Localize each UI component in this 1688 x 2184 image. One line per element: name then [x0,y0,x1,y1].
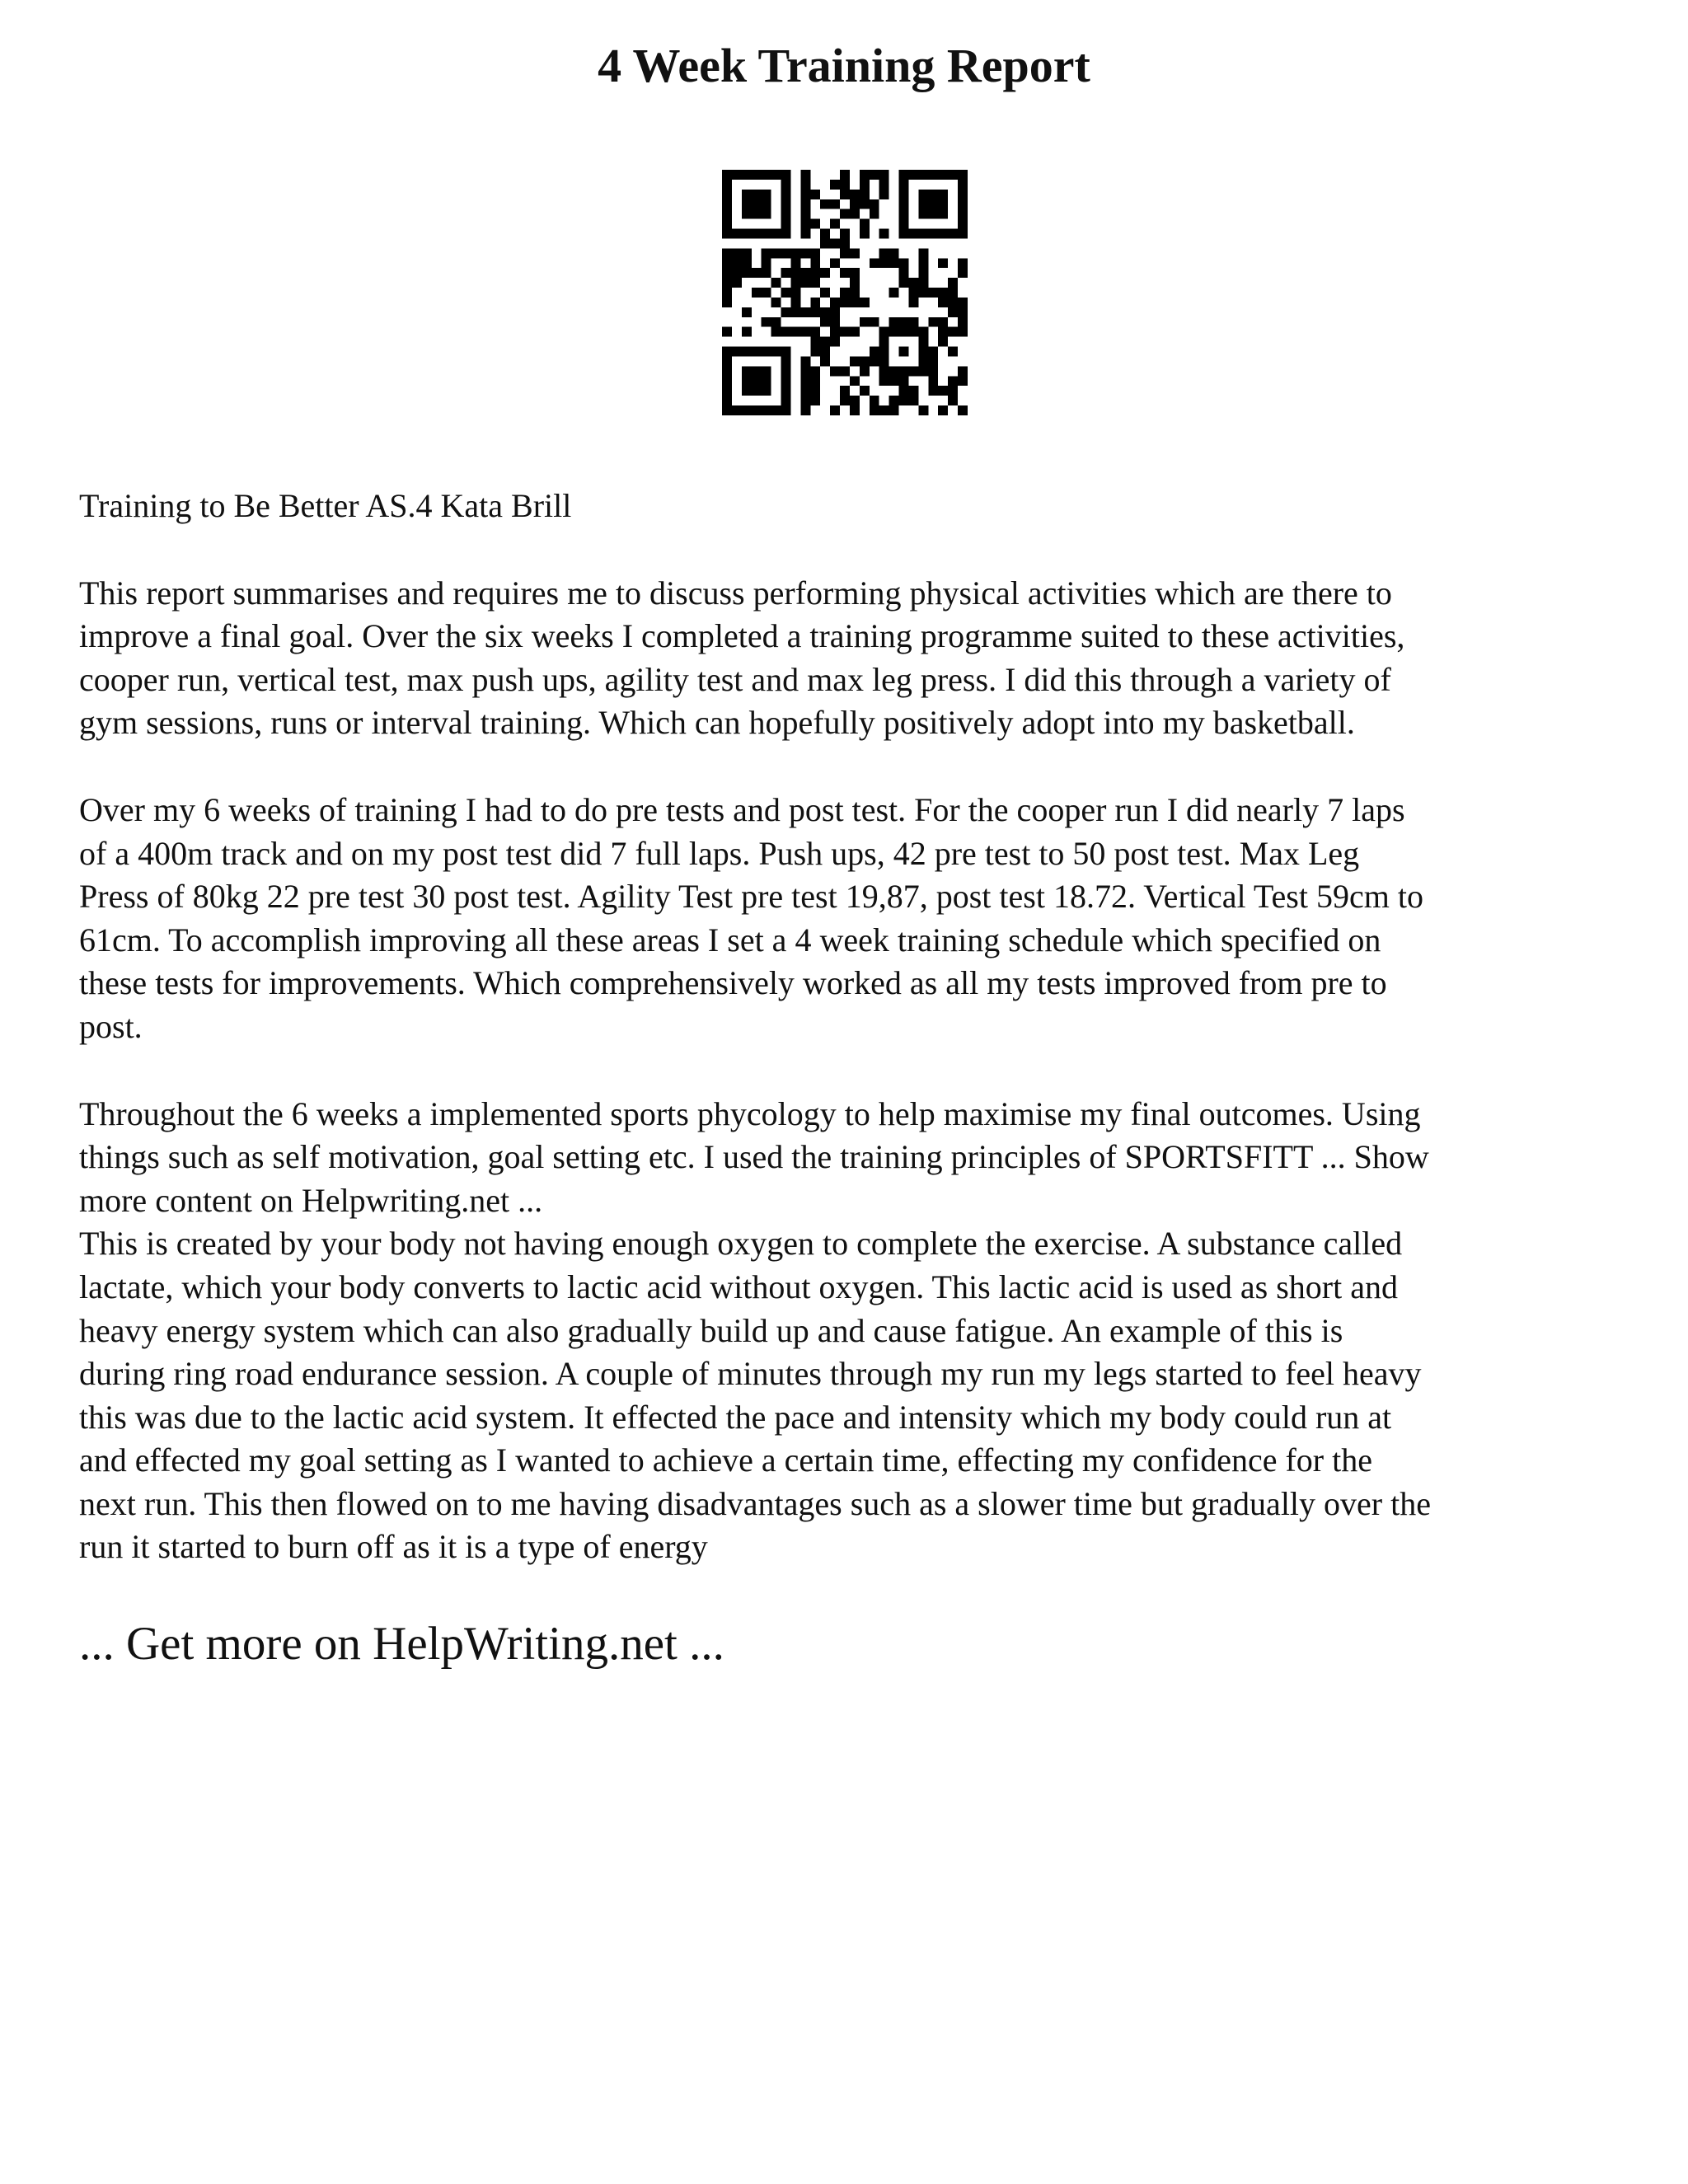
paragraph-test-results: Over my 6 weeks of training I had to do pre tests and post test. For the cooper run I did nearly 7 laps of a 400m track and on my post test did 7 full laps. Push ups, 42 pre test to 50 post test. Max Leg Press of 80kg 22 pre test 30 post test. Agility Test pre test 19,87, post test 18.72. Vertical Test 59cm to 61cm. To accomplish improving all these areas I set a 4 week training schedule which specified on these tests for improvements. Which comprehensively worked as all my tests improved from pre to post. [79,790,1423,1045]
paragraph-lactic-acid: This is created by your body not having enough oxygen to complete the exercise. A substance called lactate, which your body converts to lactic acid without oxygen. This lactic acid is used as short and heavy energy system which can also gradually build up and cause fatigue. An example of this is during ring road endurance session. A couple of minutes through my run my legs started to feel heavy this was due to the lactic acid system. It effected the pace and intensity which my body could run at and effected my goal setting as I wanted to achieve a certain time, effecting my confidence for the next run. This then flowed on to me having disadvantages such as a slower time but gradually over the run it started to burn off as it is a type of energy [79,1225,1431,1566]
paragraph-sports-psychology: Throughout the 6 weeks a implemented sports phycology to help maximise my final outcomes. Using things such as self motivation, goal setting etc. I used the training principles of SPORTSFITT ... Show more content on Helpwriting.net ... [79,1094,1429,1219]
get-more-link[interactable]: ... Get more on HelpWriting.net ... [79,1618,724,1670]
document-body [79,485,1629,1569]
document-title: 4 Week Training Report [598,39,1090,92]
document-subtitle: Training to Be Better AS.4 Kata Brill [79,487,572,524]
paragraph-intro: This report summarises and requires me to discuss performing physical activities which are there to improve a final goal. Over the six weeks I completed a training programme suited to these activities, cooper run, vertical test, max push ups, agility test and max leg press. I did this through a variety of gym sessions, runs or interval training. Which can hopefully positively adopt into my basketball. [79,574,1405,742]
qr-code-image [722,170,968,415]
